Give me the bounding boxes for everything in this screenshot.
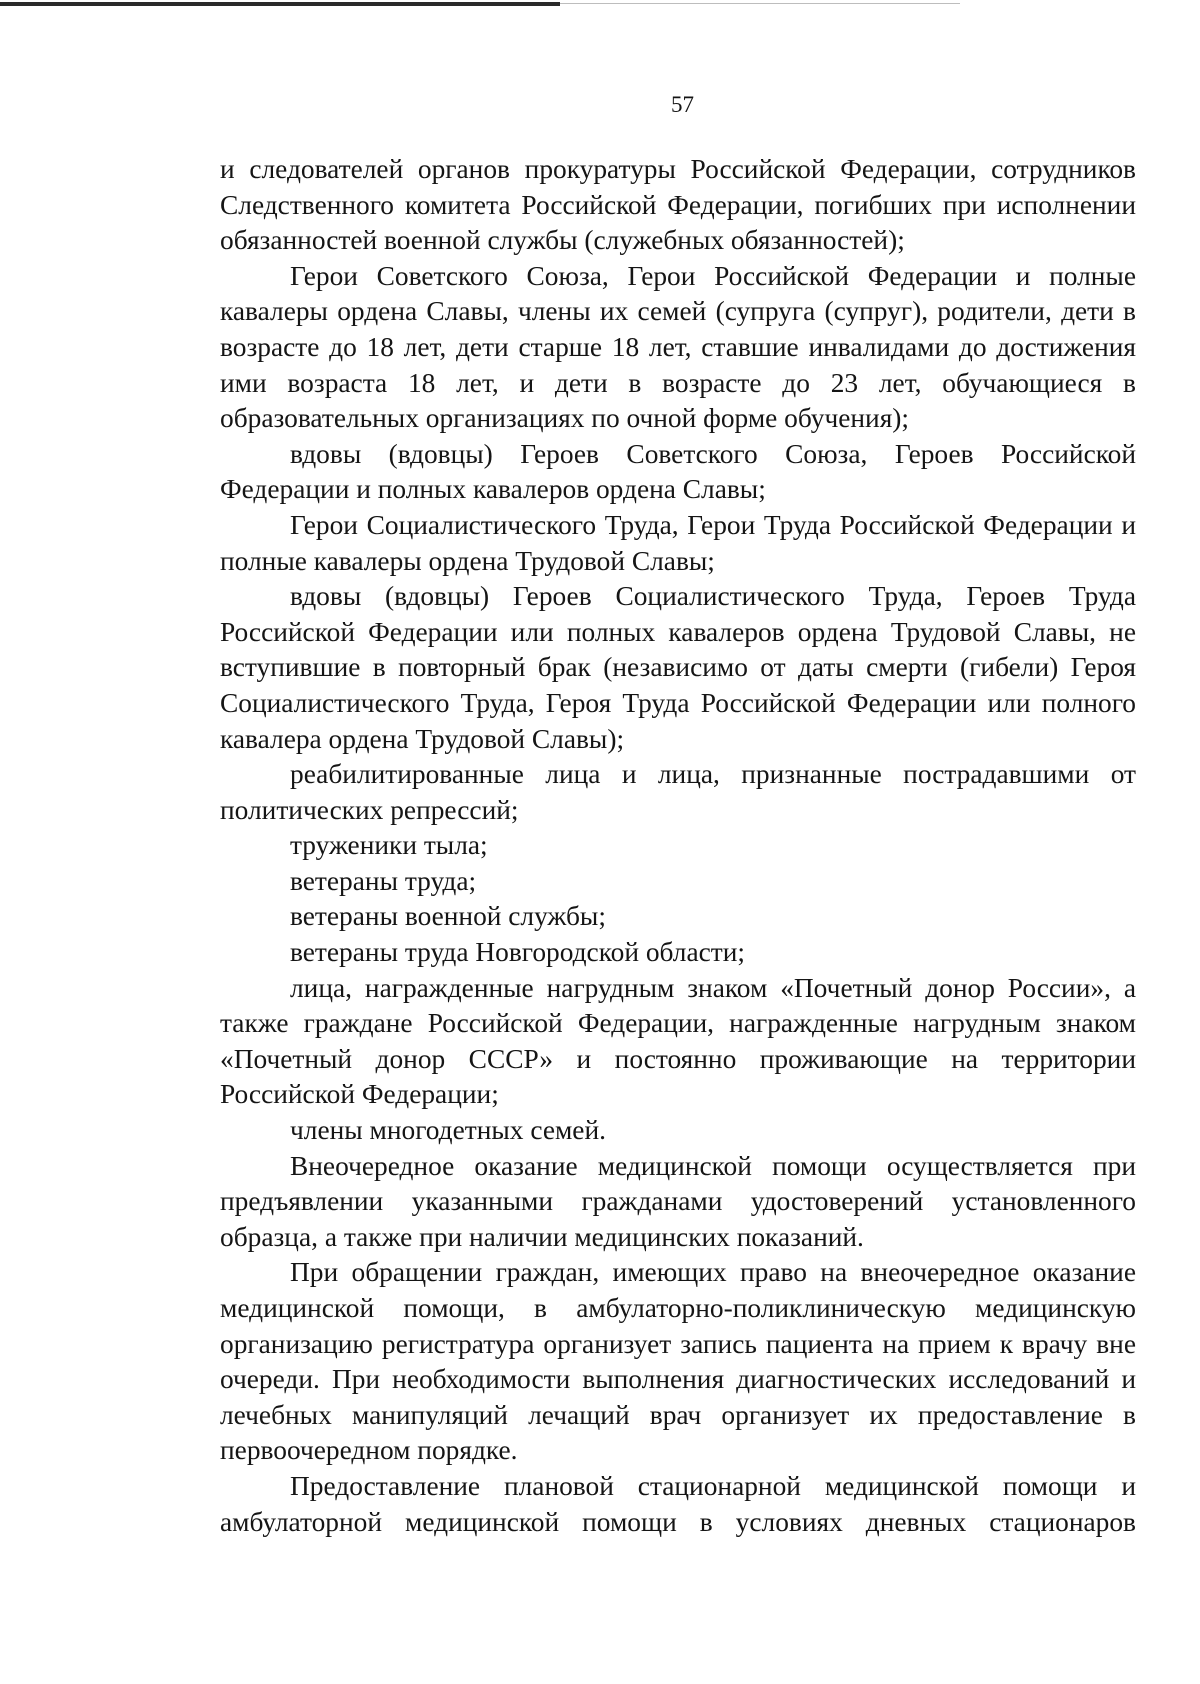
scan-edge-line-faint — [560, 3, 960, 4]
paragraph: лица, награжденные нагрудным знаком «Почетный донор России», а также граждане Российской Федерации, награжденные нагрудным знаком «Почетный донор СССР» и постоянно проживающие на территории Российской Федерации; — [220, 972, 1136, 1110]
paragraph: Предоставление плановой стационарной медицинской помощи и амбулаторной медицинской помощи в условиях дневных стационаров — [220, 1470, 1136, 1537]
paragraph: При обращении граждан, имеющих право на внеочередное оказание медицинской помощи, в амбулаторно-поликлиническую медицинскую организацию регистратура организует запись пациента на прием к врачу вне очереди. При необходимости выполнения диагностических исследований и лечебных манипуляций лечащий врач организует их предоставление в первоочередном порядке. — [220, 1257, 1136, 1466]
paragraph: и следователей органов прокуратуры Российской Федерации, сотрудников Следственного комитета Российской Федерации, погибших при исполнении обязанностей военной службы (служебных обязанностей); — [220, 154, 1136, 256]
paragraph: труженики тыла; — [290, 830, 488, 861]
paragraph: Герои Социалистического Труда, Герои Труда Российской Федерации и полные кавалеры ордена Трудовой Славы; — [220, 509, 1136, 576]
paragraph: члены многодетных семей. — [290, 1115, 606, 1146]
paragraph: ветераны труда; — [290, 865, 477, 896]
paragraph: вдовы (вдовцы) Героев Советского Союза, Героев Российской Федерации и полных кавалеров ордена Славы; — [220, 438, 1136, 505]
paragraph: вдовы (вдовцы) Героев Социалистического Труда, Героев Труда Российской Федерации или полных кавалеров ордена Трудовой Славы, не вступившие в повторный брак (независимо от даты смерти (гибели) Героя Социалистического Труда, Героя Труда Российской Федерации или полного кавалера ордена Трудовой Славы); — [220, 581, 1136, 754]
paragraph: Герои Советского Союза, Герои Российской Федерации и полные кавалеры ордена Славы, члены их семей (супруга (супруг), родители, дети в возрасте до 18 лет, дети старше 18 лет, ставшие инвалидами до достижения ими возраста 18 лет, и дети в возрасте до 23 лет, обучающиеся в образовательных организациях по очной форме обучения); — [220, 260, 1136, 434]
document-body — [220, 152, 1136, 1540]
scan-edge-line — [0, 2, 560, 6]
paragraph: реабилитированные лица и лица, признанные пострадавшими от политических репрессий; — [220, 759, 1136, 825]
paragraph: ветераны военной службы; — [290, 901, 606, 932]
paragraph: Внеочередное оказание медицинской помощи осуществляется при предъявлении указанными гражданами удостоверений установленного образца, а также при наличии медицинских показаний. — [220, 1150, 1136, 1252]
paragraph: ветераны труда Новгородской области; — [290, 937, 746, 968]
page-number: 57 — [671, 92, 694, 117]
